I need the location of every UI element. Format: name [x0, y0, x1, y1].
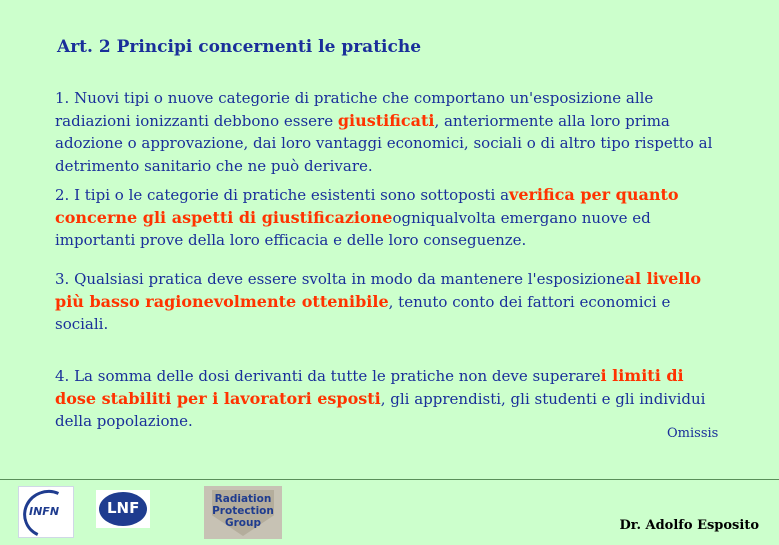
paragraph-1-highlight: giustificati [337, 110, 435, 130]
paragraph-3 [55, 268, 715, 336]
paragraph-2-text-end: ogniqualvolta emergano nuove ed importanti prove della loro efficacia e delle loro conseguenze. [55, 208, 651, 249]
paragraph-2-highlight: verifica per quanto concerne gli aspetti di giustificazione [55, 185, 679, 227]
footer-divider [0, 479, 779, 480]
paragraph-4-text: 4. La somma delle dosi derivanti da tutte le pratiche non deve superare [55, 367, 601, 385]
page-title: Art. 2 Principi concernenti le pratiche [57, 37, 422, 57]
paragraph-2 [55, 184, 715, 252]
paragraph-3-text: 3. Qualsiasi pratica deve essere svolta in modo da mantenere l'esposizione [55, 270, 625, 288]
lnf-logo-text: LNF [107, 499, 140, 517]
omissis-note: Omissis [667, 426, 719, 441]
infn-logo [18, 486, 74, 538]
paragraph-1-text-end: , anteriormente alla loro prima adozione o approvazione, dai loro vantaggi economici, sociali o di altro tipo rispetto al detrimento sanitario che ne può derivare. [55, 111, 713, 175]
paragraph-1 [55, 87, 715, 177]
paragraph-4 [55, 365, 715, 433]
paragraph-1-text: 1. Nuovi tipi o nuove categorie di pratiche che comportano un'esposizione alle radiazioni ionizzanti debbono essere [55, 89, 654, 130]
paragraph-3-text-end: , tenuto conto dei fattori economici e sociali. [55, 292, 671, 333]
paragraph-2-text: 2. I tipi o le categorie di pratiche esistenti sono sottoposti a [55, 186, 510, 204]
author-name: Dr. Adolfo Esposito [619, 518, 759, 533]
infn-logo-text: INFN [29, 505, 60, 518]
paragraph-4-highlight: i limiti di dose stabiliti per i lavoratori esposti [55, 366, 684, 408]
lnf-logo [96, 490, 150, 528]
radiation-protection-group-logo [204, 486, 282, 539]
paragraph-4-text-end: , gli apprendisti, gli studenti e gli individui della popolazione. [55, 389, 706, 430]
paragraph-3-highlight: al livello più basso ragionevolmente ottenibile [55, 269, 702, 311]
rpg-logo-text: Radiation Protection Group [212, 493, 274, 529]
